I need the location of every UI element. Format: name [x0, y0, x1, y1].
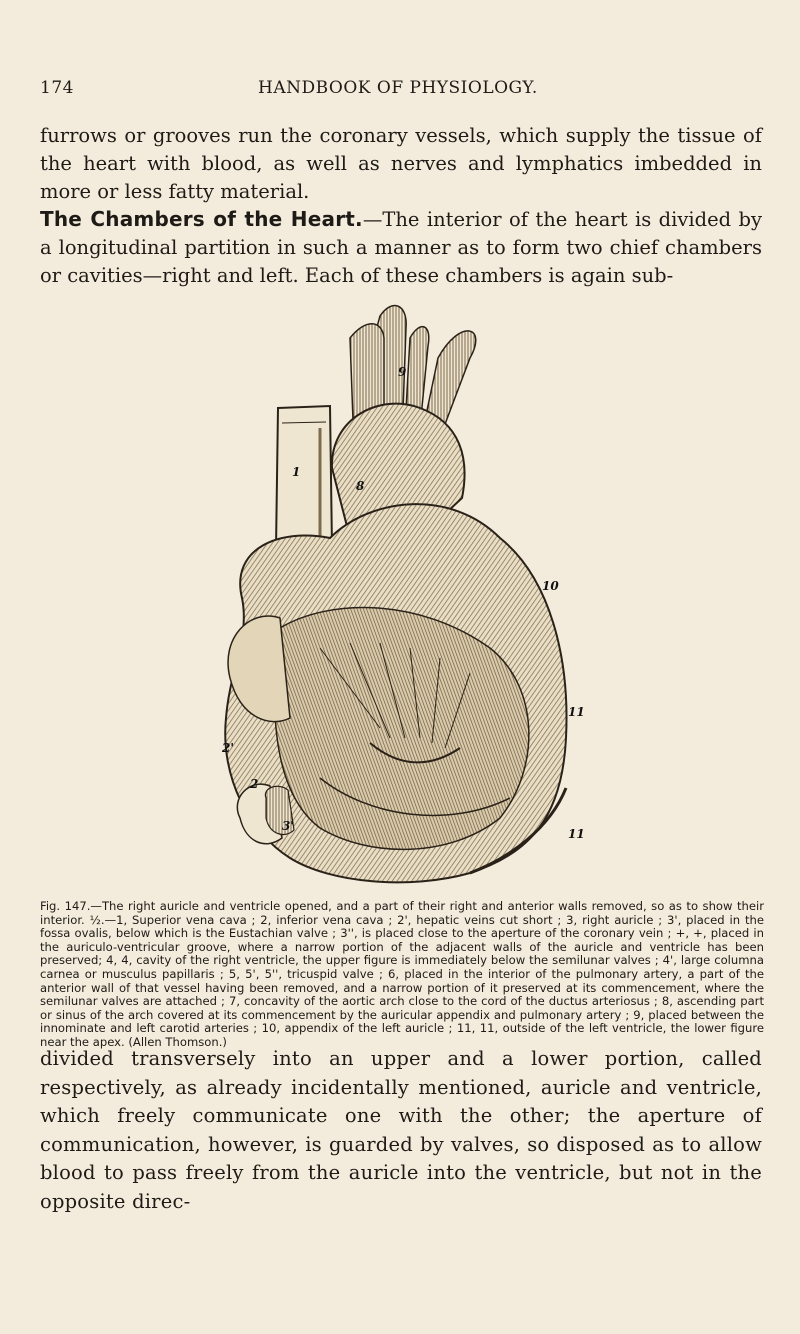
fig-label-10: 10 — [542, 579, 559, 593]
paragraph-2-text: —The interior of the heart is divided by a longitudinal partition in such a manner as to form two chief chambers or cavities—right and left. Each of these chambers is again sub- — [40, 208, 763, 287]
fig-label-2: 2 — [250, 777, 259, 791]
page-number: 174 — [40, 78, 74, 98]
running-title: HANDBOOK OF PHYSIOLOGY. — [258, 78, 538, 98]
superior-vena-cava — [276, 406, 332, 557]
fig-label-11-lower: 11 — [568, 827, 585, 841]
paragraph-3: divided transversely into an upper and a lower portion, called respectively, as already incidentally mentioned, auricle and ventricle, which freely communicate one with the other; the aperture of communication, however, is guarded by valves, so disposed as to allow blood to pass freely from the auricle into the ventricle, but not in the opposite direc- — [40, 1047, 762, 1213]
running-head — [40, 78, 760, 108]
heart-illustration — [170, 298, 630, 893]
paragraph-2 — [40, 205, 762, 290]
figure-caption: Fig. 147.—The right auricle and ventricle opened, and a part of their right and anterior walls removed, so as to show their interior. ½.—1, Superior vena cava ; 2, inferior vena cava ; 2', hepatic veins cut short ; 3, right auricle ; 3', placed in the fossa ovalis, below which is the Eustachian valve ; 3'', is placed close to the aperture of the coronary vein ; +, +, placed in the auriculo-ventricular groove, where a narrow portion of the adjacent walls of the auricle and ventricle has been preserved; 4, 4, cavity of the right ventricle, the upper figure is immediately below the semilunar valves ; 4', large columna carnea or musculus papillaris ; 5, 5', 5'', tricuspid valve ; 6, placed in the interior of the pulmonary artery, a part of the anterior wall of that vessel having been removed, and a narrow portion of it preserved at its commencement, where the semilunar valves are attached ; 7, concavity of the aortic arch close to the cord of the ductus arteriosus ; 8, ascending part or sinus of the arch covered at its commencement by the auricular appendix and pulmonary artery ; 9, placed between the innominate and left carotid arteries ; 10, appendix of the left auricle ; 11, 11, outside of the left ventricle, the lower figure near the apex. (Allen Thomson.) — [40, 899, 764, 1049]
fig-label-11-upper: 11 — [568, 705, 585, 719]
fig-label-1: 1 — [292, 465, 301, 479]
fig-label-3-prime: 3' — [282, 819, 295, 833]
inferior-vena-cava — [237, 784, 294, 844]
section-heading: The Chambers of the Heart. — [40, 207, 363, 231]
fig-label-2-prime: 2' — [222, 741, 235, 755]
fig-label-8: 8 — [356, 479, 365, 493]
paragraph-1: furrows or grooves run the coronary vessels, which supply the tissue of the heart with blood, as well as nerves and lymphatics imbedded in more or less fatty material. — [40, 124, 762, 203]
fig-label-9: 9 — [398, 365, 407, 379]
